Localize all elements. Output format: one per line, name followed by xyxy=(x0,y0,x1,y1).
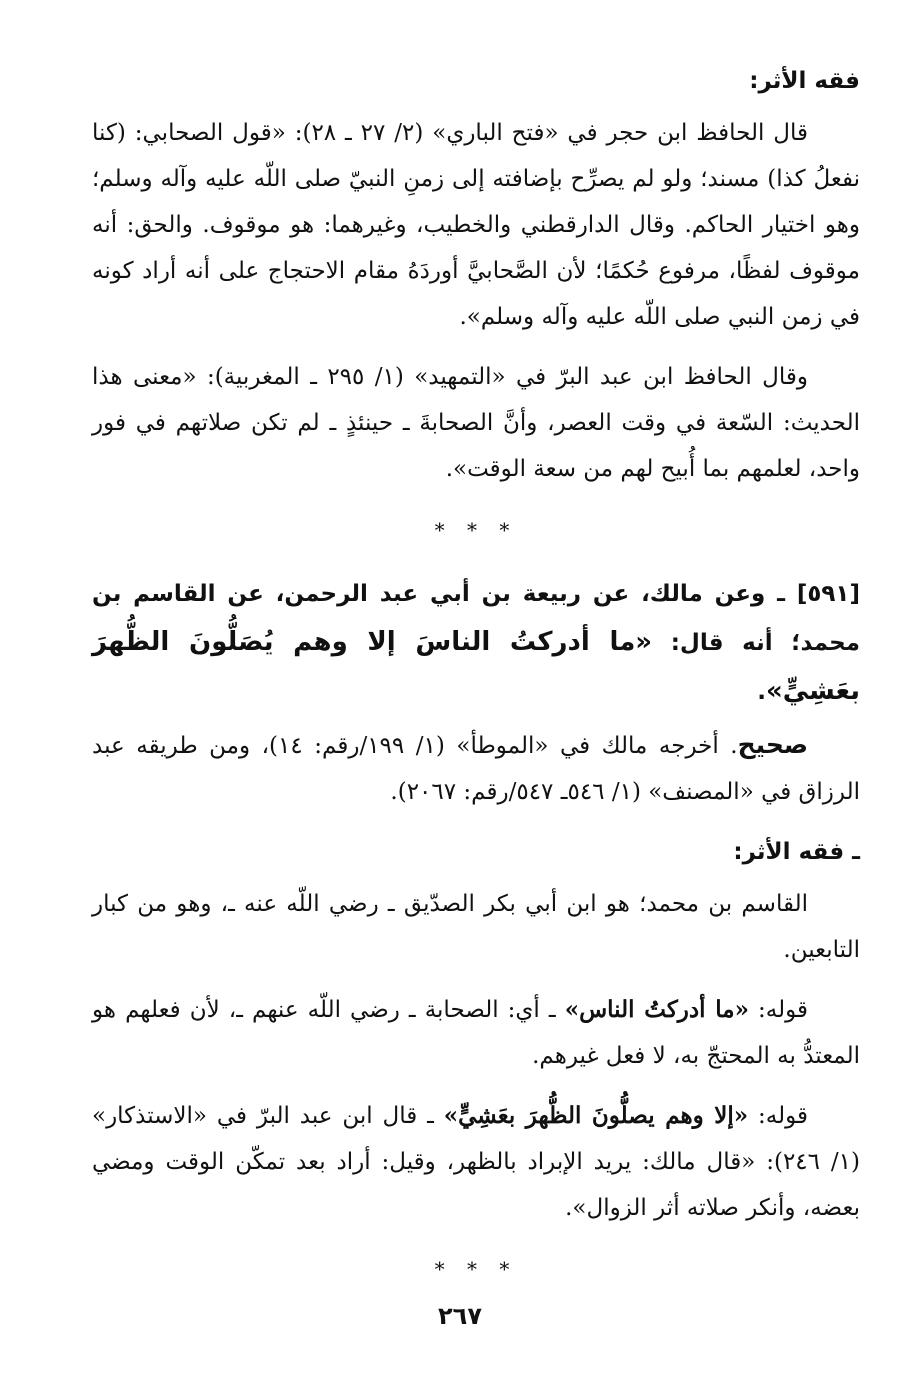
hadith-end: . xyxy=(757,679,766,705)
hadith-block xyxy=(92,570,860,716)
grading-text: . أخرجه مالك في «الموطأ» (١/ ١٩٩/رقم: ١٤)، ومن طريقه عبد الرزاق في «المصنف» (١/ ٥٤٦ـ ٥٤٧/رقم: ٢٠٦٧). xyxy=(92,733,860,805)
hadith-text: «ما أدركتُ الناسَ إلا وهم يُصَلُّونَ الظُّهرَ بعَشِيٍّ» xyxy=(92,627,860,706)
hadith-number: [٥٩١] xyxy=(796,581,860,607)
paragraph-ibn-hajar-quote: قال الحافظ ابن حجر في «فتح الباري» (٢/ ٢٧ ـ ٢٨): «قول الصحابي: (كنا نفعلُ كذا) مسند؛ ولو لم يصرِّح بإضافته إلى زمنِ النبيّ صلى اللّه عليه وآله وسلم؛ وهو اختيار الحاكم. وقال الدارقطني والخطيب، وغيرهما: هو موقوف. والحق: أنه موقوف لفظًا، مرفوع حُكمًا؛ لأن الصَّحابيَّ أوردَهُ مقام الاحتجاج على أنه أراد كونه في زمن النبي صلى اللّه عليه وآله وسلم». xyxy=(92,120,860,330)
paragraph-qasim-bio: القاسم بن محمد؛ هو ابن أبي بكر الصدّيق ـ رضي اللّه عنه ـ، وهو من كبار التابعين. xyxy=(92,891,860,963)
commentary-1-text: ـ أي: الصحابة ـ رضي اللّه عنهم ـ، لأن فعلهم هو المعتدُّ به المحتجّ به، لا فعل غيرهم. xyxy=(92,997,860,1069)
section-heading: فقه الأثر: xyxy=(749,68,860,94)
section-separator: * * * xyxy=(434,518,518,542)
section-separator-2: * * * xyxy=(434,1257,518,1281)
paragraph-commentary-2 xyxy=(92,1093,860,1231)
commentary-2-prefix: قوله: xyxy=(758,1103,808,1129)
grading-label: صحيح xyxy=(737,730,808,759)
paragraph-commentary-1 xyxy=(92,987,860,1079)
commentary-1-prefix: قوله: xyxy=(758,997,808,1023)
hadith-chain: ـ وعن مالك، عن ربيعة بن أبي عبد الرحمن، عن القاسم بن محمد؛ أنه قال: xyxy=(92,581,860,656)
commentary-2-text: ـ قال ابن عبد البرّ في «الاستذكار» (١/ ٢٤٦): «قال مالك: يريد الإبراد بالظهر، وقيل: أراد بعد تمكّن الوقت ومضي بعضه، وأنكر صلاته أثر الزوال». xyxy=(92,1103,860,1221)
commentary-1-quote: «ما أدركتُ الناس» xyxy=(564,996,749,1023)
commentary-2-quote: «إلا وهم يصلُّونَ الظُّهرَ بعَشِيٍّ» xyxy=(443,1102,749,1129)
page-content xyxy=(92,58,860,1391)
section-heading-2: ـ فقه الأثر: xyxy=(733,839,860,865)
grading-paragraph xyxy=(92,722,860,815)
paragraph-ibn-abd-al-barr-quote: وقال الحافظ ابن عبد البرّ في «التمهيد» (١/ ٢٩٥ ـ المغربية): «معنى هذا الحديث: السّعة في وقت العصر، وأنَّ الصحابةَ ـ حينئذٍ ـ لم تكن صلاتهم في فور واحد، لعلمهم بما أُبيح لهم من سعة الوقت». xyxy=(92,364,860,482)
page-number: ٢٦٧ xyxy=(438,1302,482,1330)
